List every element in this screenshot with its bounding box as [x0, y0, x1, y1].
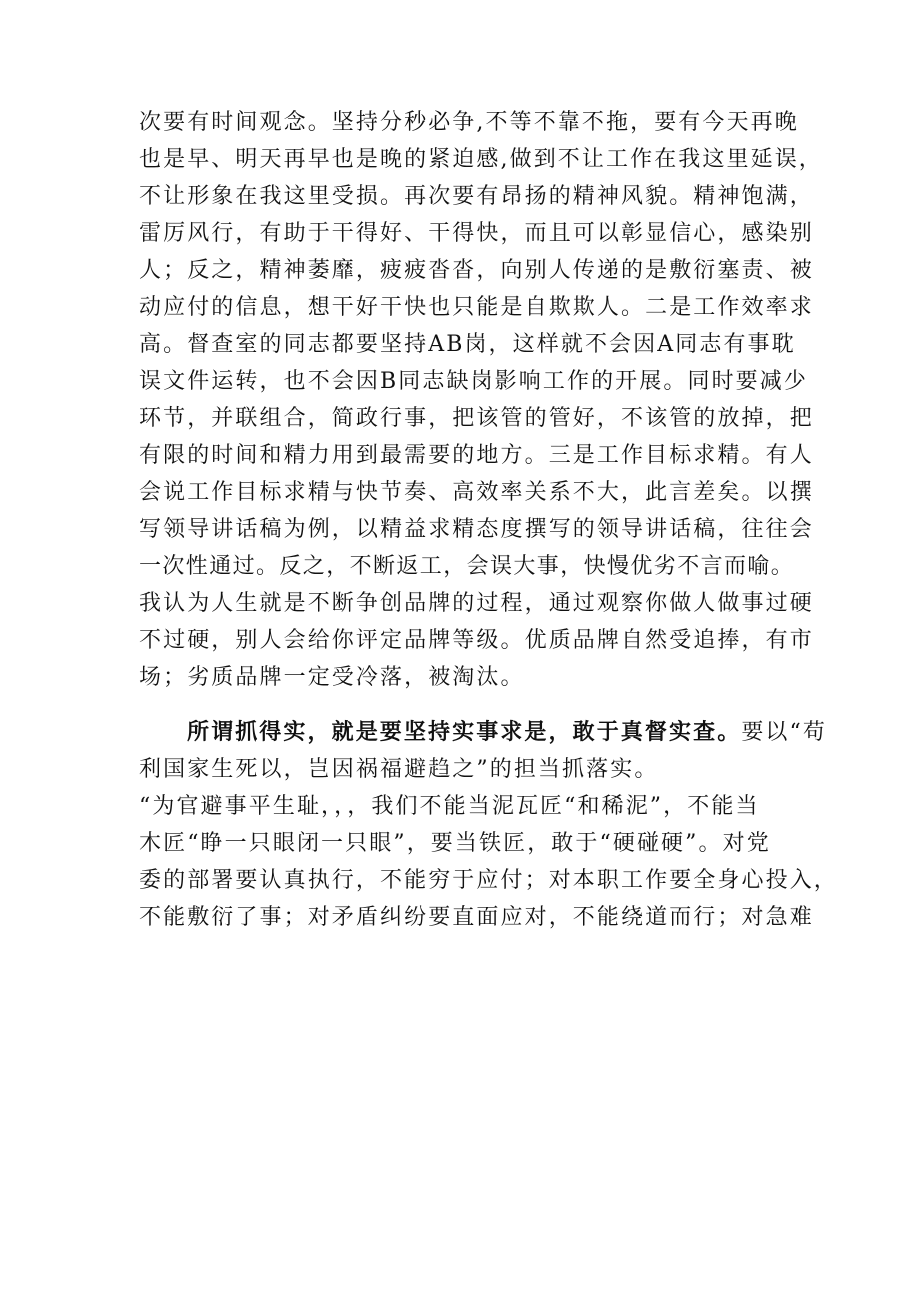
text-line: 动应付的信息，想干好干快也只能是自欺欺人。二是工作效率求 — [139, 295, 814, 320]
bold-lead-sentence: 所谓抓得实，就是要坚持实事求是，敢于真督实查。 — [187, 719, 742, 745]
text-line: 次要有时间观念。坚持分秒必争,不等不靠不拖，要有今天再晚 — [139, 110, 799, 135]
text-line: 利国家生死以，岂因祸福避趋之”的担当抓落实。 — [139, 757, 659, 782]
paragraph-gap — [139, 696, 799, 714]
text-line: 委的部署要认真执行，不能穷于应付；对本职工作要全身心投入， — [139, 868, 838, 893]
text-line: 高。督查室的同志都要坚持AB岗，这样就不会因A同志有事耽 — [139, 332, 796, 357]
text-line: “为官避事平生耻，，，我们不能当泥瓦匠“和稀泥”，不能当 — [139, 794, 760, 819]
text-line: 木匠“睁一只眼闭一只眼”，要当铁匠，敢于“硬碰硬”。对党 — [139, 831, 771, 856]
text-line: 场；劣质品牌一定受冷落，被淘汰。 — [139, 665, 525, 690]
text-line: 我认为人生就是不断争创品牌的过程，通过观察你做人做事过硬 — [139, 591, 814, 616]
lead-line-remainder: 要以“苟 — [741, 720, 827, 745]
text-line: 人；反之，精神萎靡，疲疲沓沓，向别人传递的是敷衍塞责、被 — [139, 258, 814, 283]
text-line: 也是早、明天再早也是晚的紧迫感,做到不让工作在我这里延误， — [139, 147, 823, 172]
document-body — [139, 104, 838, 936]
text-line: 有限的时间和精力用到最需要的地方。三是工作目标求精。有人 — [139, 443, 814, 468]
text-line: 不过硬，别人会给你评定品牌等级。优质品牌自然受追捧，有市 — [139, 628, 814, 653]
paragraph-lead-line — [139, 714, 827, 751]
text-line: 环节，并联组合，简政行事，把该管的管好，不该管的放掉，把 — [139, 406, 814, 431]
text-line: 不能敷衍了事；对矛盾纠纷要直面应对，不能绕道而行；对急难 — [139, 905, 814, 930]
text-line: 误文件运转，也不会因B同志缺岗影响工作的开展。同时要减少 — [139, 369, 808, 394]
text-line: 会说工作目标求精与快节奏、高效率关系不大，此言差矣。以撰 — [139, 480, 814, 505]
text-line: 一次性通过。反之，不断返工，会误大事，快慢优劣不言而喻。 — [139, 554, 795, 579]
text-line: 写领导讲话稿为例，以精益求精态度撰写的领导讲话稿，往往会 — [139, 517, 814, 542]
text-line: 雷厉风行，有助于干得好、干得快，而且可以彰显信心，感染别 — [139, 221, 814, 246]
text-line: 不让形象在我这里受损。再次要有昂扬的精神风貌。精神饱满， — [139, 184, 814, 209]
